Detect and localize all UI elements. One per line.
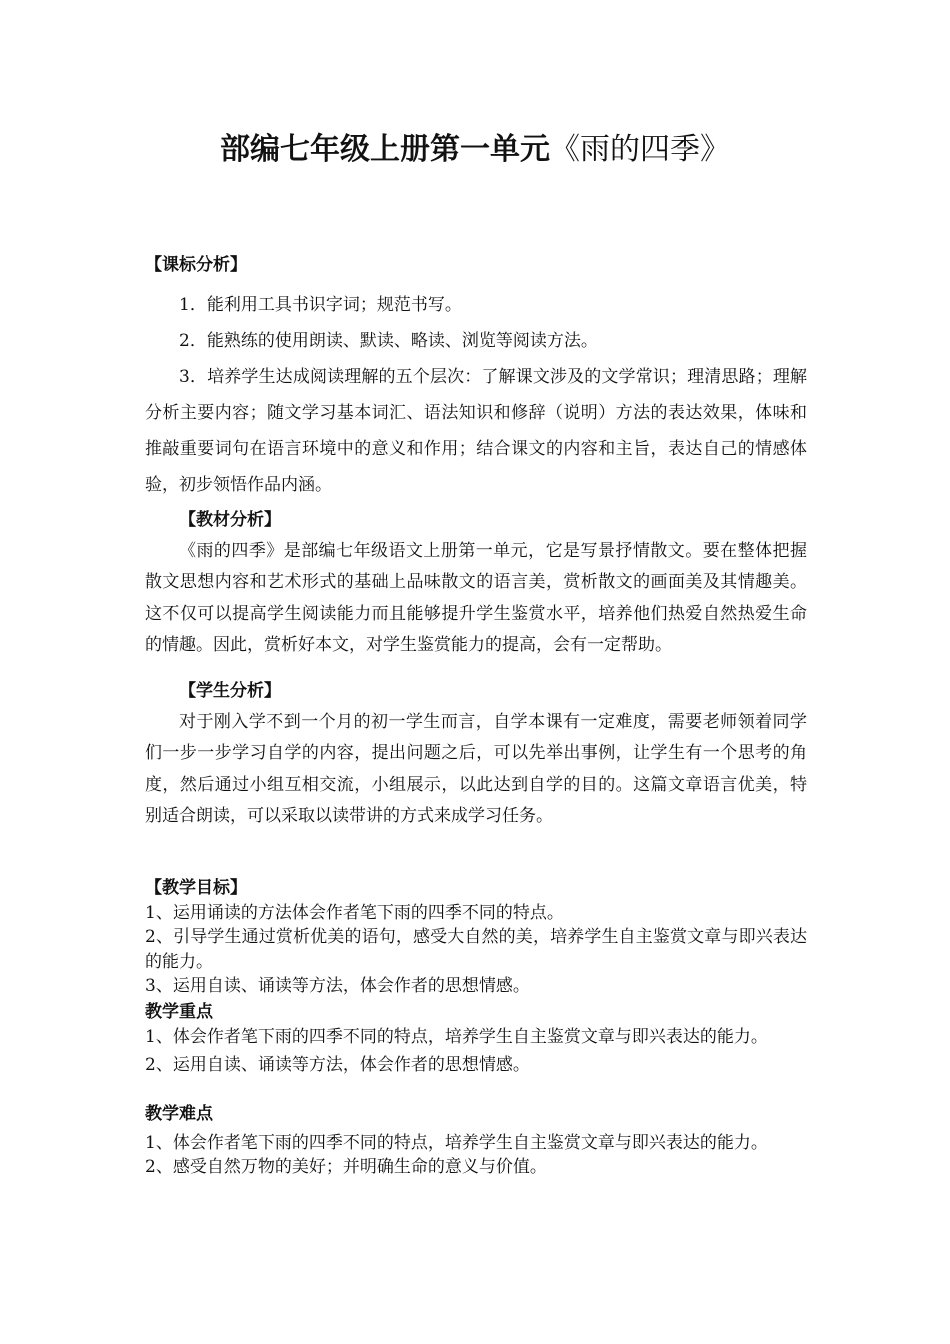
key-point-item: 1、体会作者笔下雨的四季不同的特点，培养学生自主鉴赏文章与即兴表达的能力。	[145, 1026, 768, 1047]
goals-heading: 【教学目标】	[145, 878, 247, 898]
textbook-heading: 【教材分析】	[179, 510, 281, 530]
goal-item: 1、运用诵读的方法体会作者笔下雨的四季不同的特点。	[145, 902, 564, 923]
key-points-section	[145, 1000, 807, 1078]
goal-item: 3、运用自读、诵读等方法，体会作者的思想情感。	[145, 976, 530, 996]
goal-item: 2、引导学生通过赏析优美的语句，感受大自然的美，培养学生自主鉴赏文章与即兴表达的能力。	[145, 927, 807, 972]
curriculum-item: 1．能利用工具书识字词；规范书写。	[179, 294, 462, 315]
curriculum-heading: 【课标分析】	[145, 255, 247, 275]
curriculum-item: 3．培养学生达成阅读理解的五个层次：了解课文涉及的文学常识；理清思路；理解分析主要内容；随文学习基本词汇、语法知识和修辞（说明）方法的表达效果，体味和推敲重要词句在语言环境中的意义和作用；结合课文的内容和主旨，表达自己的情感体验，初步领悟作品内涵。	[145, 366, 807, 495]
textbook-paragraph: 《雨的四季》是部编七年级语文上册第一单元，它是写景抒情散文。要在整体把握散文思想内容和艺术形式的基础上品味散文的语言美，赏析散文的画面美及其情趣美。这不仅可以提高学生阅读能力而且能够提升学生鉴赏水平，培养他们热爱自然热爱生命的情趣。因此，赏析好本文，对学生鉴赏能力的提高，会有一定帮助。	[145, 540, 807, 655]
difficulty-item: 2、感受自然万物的美好；并明确生命的意义与价值。	[145, 1157, 547, 1177]
key-point-item: 2、运用自读、诵读等方法，体会作者的思想情感。	[145, 1055, 530, 1075]
textbook-section	[145, 508, 807, 662]
title-main: 部编七年级上册第一单元	[220, 132, 550, 167]
curriculum-item: 2．能熟练的使用朗读、默读、略读、浏览等阅读方法。	[179, 330, 598, 351]
difficulty-item: 1、体会作者笔下雨的四季不同的特点，培养学生自主鉴赏文章与即兴表达的能力。	[145, 1132, 768, 1153]
key-points-heading: 教学重点	[145, 1002, 213, 1022]
students-heading: 【学生分析】	[179, 681, 281, 701]
difficulties-section	[145, 1102, 807, 1180]
title-book-name: 《雨的四季》	[550, 132, 730, 167]
students-section	[145, 679, 807, 833]
goals-section	[145, 876, 807, 999]
difficulties-heading: 教学难点	[145, 1104, 213, 1124]
curriculum-section	[145, 253, 807, 503]
document-title	[0, 128, 950, 172]
students-paragraph: 对于刚入学不到一个月的初一学生而言，自学本课有一定难度，需要老师领着同学们一步一步学习自学的内容，提出问题之后，可以先举出事例，让学生有一个思考的角度，然后通过小组互相交流，小组展示，以此达到自学的目的。这篇文章语言优美，特别适合朗读，可以采取以读带讲的方式来成学习任务。	[145, 711, 807, 826]
